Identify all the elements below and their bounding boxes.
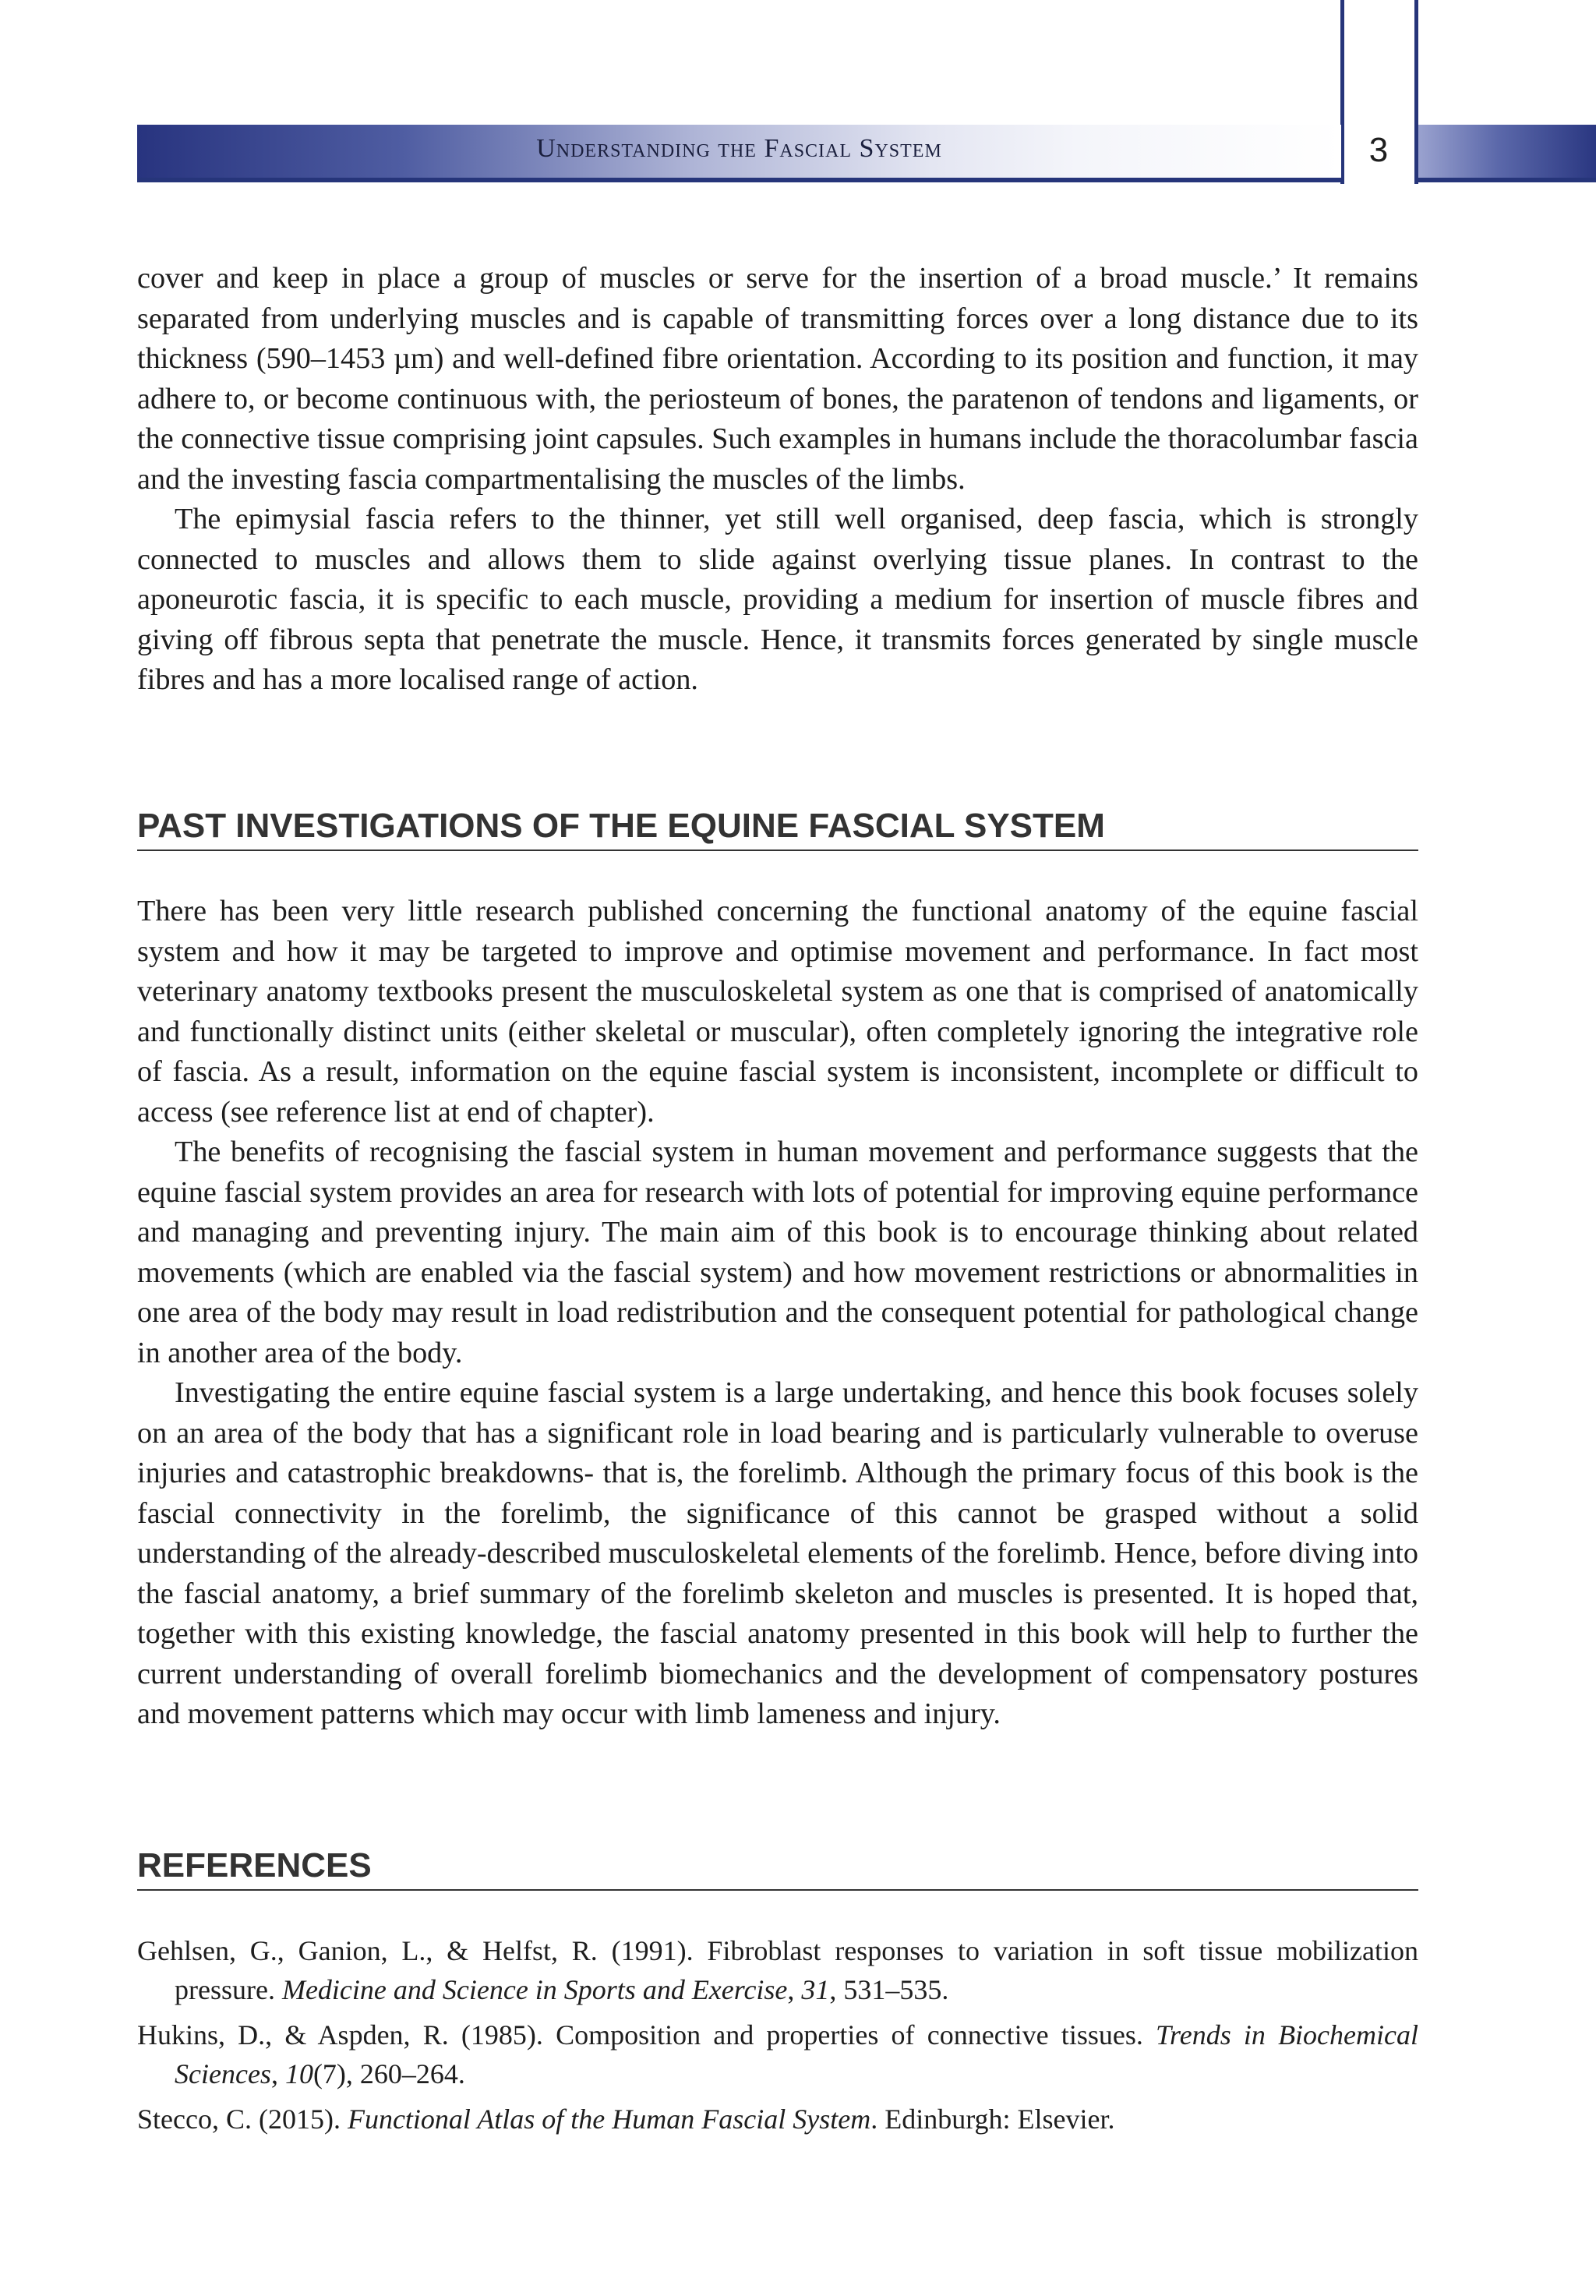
reference-volume: 10 <box>284 2058 313 2089</box>
body-paragraph: The epimysial fascia refers to the thinner, yet still well organised, deep fascia, which is strongly connected to muscles and allows them to slide against overlying tissue planes. In contrast to the aponeurotic fascia, it is specific to each muscle, providing a medium for insertion of muscle fibres and giving off fibrous septa that penetrate the muscle. Hence, it transmits forces generated by single muscle fibres and has a more localised range of action. <box>137 503 1418 696</box>
section-past-investigations <box>137 806 1418 851</box>
reference-item: Hukins, D., & Aspden, R. (1985). Composition and properties of connective tissues. Trends in Biochemical Sciences, 10(7), 260–264. <box>137 2019 1418 2089</box>
intro-section <box>137 259 1418 701</box>
references-heading: REFERENCES <box>137 1846 1418 1891</box>
page-number: 3 <box>1368 131 1389 169</box>
body-paragraph: Investigating the entire equine fascial system is a large undertaking, and hence this book focuses solely on an area of the body that has a significant role in load bearing and is particularly vulnerable to overuse injuries and catastrophic breakdowns- that is, the forelimb. Although the primary focus of this book is the fascial connectivity in the forelimb, the significance of this cannot be grasped without a solid understanding of the already-described musculoskeletal elements of the forelimb. Hence, before diving into the fascial anatomy, a brief summary of the forelimb skeleton and muscles is presented. It is hoped that, together with this existing knowledge, the fascial anatomy presented in this book will help to further the current understanding of overall forelimb biomechanics and the development of compensatory postures and movement patterns which may occur with limb lameness and injury. <box>137 1376 1418 1730</box>
section-past-body <box>137 892 1418 1735</box>
reference-volume: 31 <box>801 1974 830 2005</box>
body-paragraph: The benefits of recognising the fascial system in human movement and performance suggests that the equine fascial system provides an area for research with lots of potential for improving equine performance and managing and preventing injury. The main aim of this book is to encourage thinking about related movements (which are enabled via the fascial system) and how movement restrictions or abnormalities in one area of the body may result in load redistribution and the consequent potential for pathological change in another area of the body. <box>137 1136 1418 1369</box>
body-paragraph: There has been very little research published concerning the functional anatomy of the equine fascial system and how it may be targeted to improve and optimise movement and performance. In fact most veterinary anatomy textbooks present the musculoskeletal system as one that is comprised of anatomically and functionally distinct units (either skeletal or muscular), often completely ignoring the integrative role of fascia. As a result, information on the equine fascial system is inconsistent, incomplete or difficult to access (see reference list at end of chapter). <box>137 895 1418 1129</box>
reference-item: Gehlsen, G., Ganion, L., & Helfst, R. (1991). Fibroblast responses to variation in soft tissue mobilization pressure. Medicine and Science in Sports and Exercise, 31, 531–535. <box>137 1935 1418 2005</box>
running-title: Understanding the Fascial System <box>536 134 942 163</box>
reference-list <box>137 1931 1418 2145</box>
references-section <box>137 1846 1418 1891</box>
reference-journal: Trends in Biochemical Sciences <box>175 2019 1418 2089</box>
header-band-tail <box>1418 125 1596 182</box>
body-paragraph: cover and keep in place a group of muscles or serve for the insertion of a broad muscle.’ It remains separated from underlying muscles and is capable of transmitting forces over a long distance due to its thickness (590–1453 µm) and well-defined fibre orientation. According to its position and function, it may adhere to, or become continuous with, the periosteum of bones, the paratenon of tendons and ligaments, or the connective tissue comprising joint capsules. Such examples in humans include the thoracolumbar fascia and the investing fascia compartmentalising the muscles of the limbs. <box>137 262 1418 496</box>
reference-journal: Medicine and Science in Sports and Exercise <box>281 1974 788 2005</box>
reference-journal: Functional Atlas of the Human Fascial System <box>347 2103 871 2135</box>
section-heading: PAST INVESTIGATIONS OF THE EQUINE FASCIAL SYSTEM <box>137 806 1418 851</box>
reference-item: Stecco, C. (2015). Functional Atlas of the Human Fascial System. Edinburgh: Elsevier. <box>137 2103 1115 2135</box>
